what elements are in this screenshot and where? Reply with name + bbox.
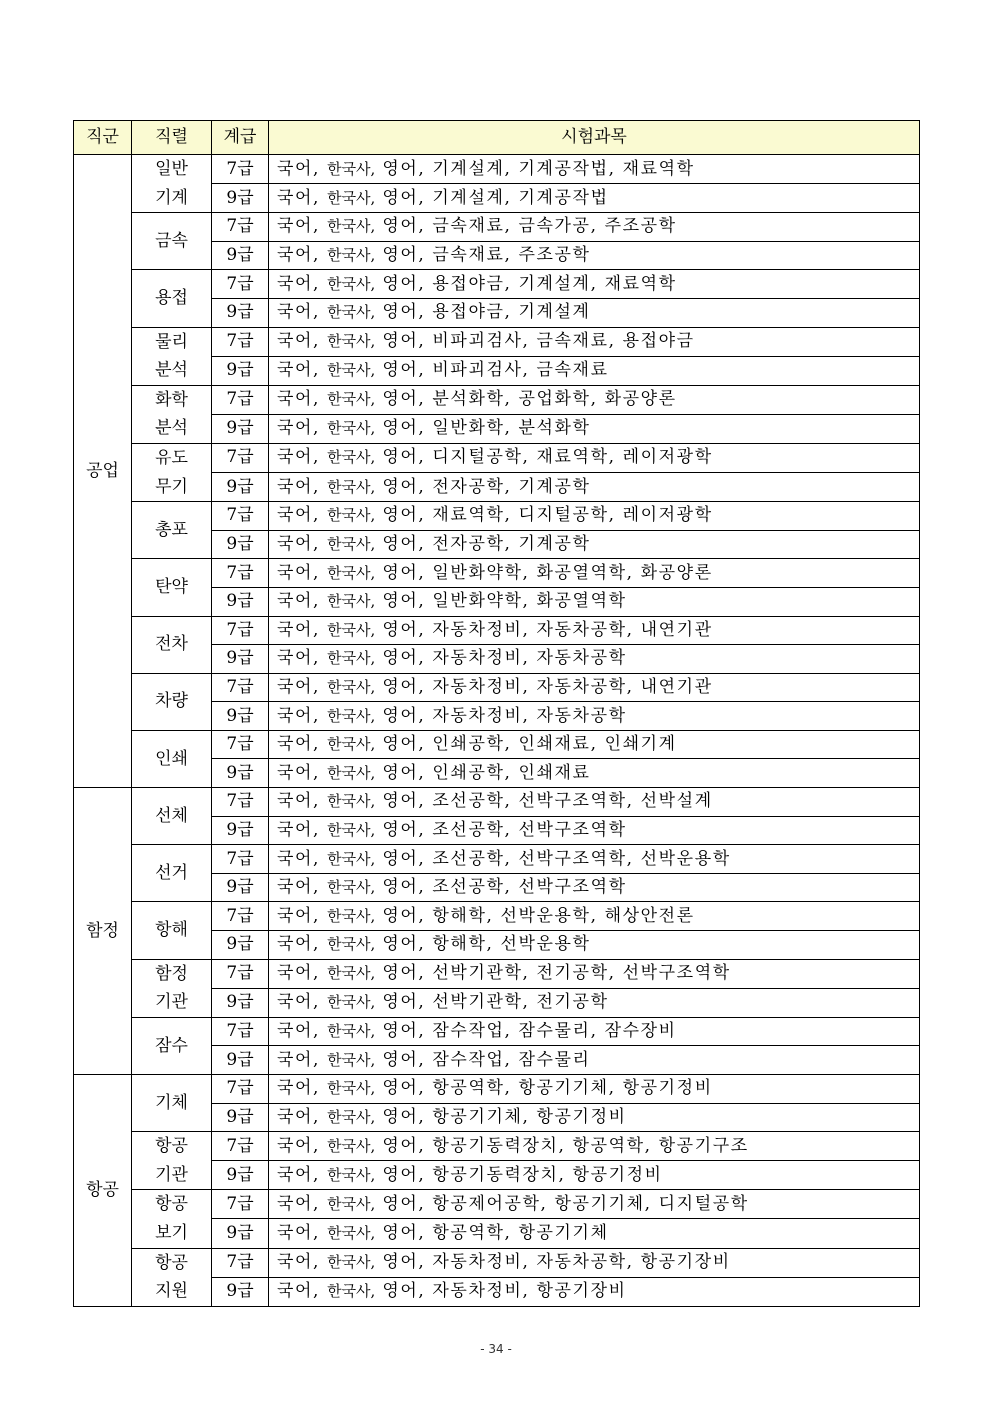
subject-text: 영어, 분석화학, 공업화학, 화공양론 [382, 389, 677, 410]
subjects-cell [269, 327, 920, 356]
subject-text: 국어, [277, 591, 321, 612]
grade-cell: 9급 [212, 988, 269, 1017]
subject-text: 한국사, [327, 1136, 376, 1155]
subject-text: 국어, [277, 1106, 321, 1127]
subjects-cell [269, 645, 920, 674]
subject-text: 한국사, [327, 477, 376, 496]
subjects-cell [269, 931, 920, 960]
grade-cell: 7급 [212, 1248, 269, 1277]
subject-text: 국어, [277, 848, 321, 869]
subjects-cell [269, 298, 920, 327]
subject-text: 한국사, [327, 1107, 376, 1126]
header-group: 직군 [74, 121, 132, 155]
grade-cell: 9급 [212, 1219, 269, 1248]
grade-cell: 9급 [212, 1103, 269, 1132]
subject-text: 국어, [277, 819, 321, 840]
subjects-cell [269, 213, 920, 242]
position-cell [132, 1017, 212, 1074]
grade-cell: 7급 [212, 502, 269, 531]
header-grade: 계급 [212, 121, 269, 155]
grade-cell: 7급 [212, 788, 269, 817]
subject-text: 영어, 잠수작업, 잠수물리 [382, 1049, 591, 1070]
subject-text: 국어, [277, 447, 321, 468]
grade-cell: 7급 [212, 1075, 269, 1104]
subject-text: 국어, [277, 216, 321, 237]
table-row [74, 673, 920, 702]
grade-cell: 7급 [212, 559, 269, 588]
position-name-line: 기체 [155, 1092, 188, 1113]
position-name-line: 항공 [155, 1136, 188, 1157]
position-name-line: 무기 [155, 476, 188, 497]
table-row [74, 730, 920, 759]
table-row [74, 616, 920, 645]
subjects-cell [269, 1190, 920, 1219]
subject-text: 한국사, [327, 906, 376, 925]
subject-text: 한국사, [327, 1224, 376, 1243]
subject-text: 영어, 자동차정비, 자동차공학 [382, 705, 627, 726]
subjects-cell [269, 1277, 920, 1306]
grade-cell: 7급 [212, 902, 269, 931]
subject-text: 국어, [277, 676, 321, 697]
subject-text: 한국사, [327, 592, 376, 611]
position-name-line: 분석 [155, 360, 188, 381]
grade-cell: 7급 [212, 673, 269, 702]
header-subjects: 시험과목 [269, 121, 920, 155]
table-row [74, 959, 920, 988]
subjects-cell [269, 1017, 920, 1046]
subject-text: 영어, 항공기동력장치, 항공기정비 [382, 1164, 663, 1185]
grade-cell: 7급 [212, 1190, 269, 1219]
subject-text: 영어, 선박기관학, 전기공학, 선박구조역학 [382, 963, 731, 984]
grade-cell: 9급 [212, 473, 269, 502]
grade-cell: 7급 [212, 959, 269, 988]
subject-text: 한국사, [327, 706, 376, 725]
subject-text: 영어, 용접야금, 기계설계 [382, 302, 591, 323]
position-name-line: 인쇄 [155, 748, 188, 769]
table-row [74, 1132, 920, 1161]
subject-text: 국어, [277, 734, 321, 755]
subject-text: 국어, [277, 418, 321, 439]
position-cell [132, 730, 212, 787]
subject-text: 한국사, [327, 188, 376, 207]
subject-text: 국어, [277, 360, 321, 381]
table-row [74, 155, 920, 184]
subject-text: 한국사, [327, 332, 376, 351]
grade-cell: 9급 [212, 530, 269, 559]
subject-text: 영어, 항해학, 선박운용학 [382, 934, 591, 955]
position-name-line: 차량 [155, 691, 188, 712]
subjects-cell [269, 730, 920, 759]
subject-text: 한국사, [327, 448, 376, 467]
subject-text: 한국사, [327, 361, 376, 380]
subjects-cell [269, 559, 920, 588]
subjects-cell [269, 816, 920, 845]
grade-cell: 7급 [212, 385, 269, 414]
grade-cell: 7급 [212, 730, 269, 759]
subject-text: 국어, [277, 302, 321, 323]
subject-text: 한국사, [327, 535, 376, 554]
position-name-line: 기관 [155, 992, 188, 1013]
position-cell [132, 155, 212, 213]
subject-text: 영어, 기계설계, 기계공작법 [382, 187, 609, 208]
subject-text: 영어, 일반화약학, 화공열역학 [382, 591, 627, 612]
subject-text: 국어, [277, 1164, 321, 1185]
subjects-cell [269, 241, 920, 270]
grade-cell: 7급 [212, 1017, 269, 1046]
subject-text: 한국사, [327, 506, 376, 525]
position-cell [132, 443, 212, 501]
subject-text: 영어, 조선공학, 선박구조역학 [382, 877, 627, 898]
subject-text: 국어, [277, 505, 321, 526]
subject-text: 국어, [277, 1281, 321, 1302]
subjects-cell [269, 673, 920, 702]
position-cell [132, 1132, 212, 1190]
subject-text: 국어, [277, 1135, 321, 1156]
subject-text: 영어, 선박기관학, 전기공학 [382, 992, 609, 1013]
subjects-cell [269, 988, 920, 1017]
grade-cell: 9급 [212, 873, 269, 902]
position-cell [132, 673, 212, 730]
subject-text: 영어, 전자공학, 기계공학 [382, 534, 591, 555]
position-cell [132, 1248, 212, 1306]
subject-text: 한국사, [327, 274, 376, 293]
position-name-line: 선거 [155, 863, 188, 884]
grade-cell: 7급 [212, 213, 269, 242]
subject-text: 한국사, [327, 735, 376, 754]
subject-text: 영어, 자동차정비, 자동차공학, 내연기관 [382, 676, 713, 697]
subjects-cell [269, 1075, 920, 1104]
grade-cell: 9급 [212, 587, 269, 616]
position-cell [132, 845, 212, 902]
position-name-line: 지원 [155, 1281, 188, 1302]
position-name-line: 일반 [155, 159, 188, 179]
subject-text: 영어, 항공기기체, 항공기정비 [382, 1106, 627, 1127]
subject-text: 영어, 자동차정비, 항공기장비 [382, 1281, 627, 1302]
position-name-line: 유도 [155, 447, 188, 468]
subject-text: 영어, 인쇄공학, 인쇄재료 [382, 762, 591, 783]
subjects-cell [269, 1161, 920, 1190]
subjects-cell [269, 845, 920, 874]
subject-text: 영어, 디지털공학, 재료역학, 레이저광학 [382, 447, 713, 468]
subject-text: 국어, [277, 476, 321, 497]
subject-text: 한국사, [327, 159, 376, 178]
subject-text: 영어, 자동차정비, 자동차공학, 내연기관 [382, 619, 713, 640]
subject-text: 국어, [277, 1021, 321, 1042]
subject-text: 영어, 용접야금, 기계설계, 재료역학 [382, 273, 677, 294]
subject-text: 영어, 비파괴검사, 금속재료 [382, 360, 609, 381]
subject-text: 국어, [277, 992, 321, 1013]
subject-text: 한국사, [327, 649, 376, 668]
grade-cell: 9급 [212, 645, 269, 674]
subject-text: 국어, [277, 934, 321, 955]
table-row [74, 327, 920, 356]
subject-text: 한국사, [327, 763, 376, 782]
table-row [74, 845, 920, 874]
subject-text: 한국사, [327, 878, 376, 897]
grade-cell: 9급 [212, 356, 269, 385]
subject-text: 한국사, [327, 419, 376, 438]
subject-text: 한국사, [327, 849, 376, 868]
subjects-cell [269, 959, 920, 988]
position-name-line: 물리 [155, 331, 188, 352]
position-cell [132, 788, 212, 845]
grade-cell: 7급 [212, 845, 269, 874]
subject-text: 국어, [277, 1049, 321, 1070]
header-position: 직렬 [132, 121, 212, 155]
table-row [74, 1075, 920, 1104]
subject-text: 영어, 항공기동력장치, 항공역학, 항공기구조 [382, 1135, 749, 1156]
subject-text: 한국사, [327, 1282, 376, 1301]
subjects-cell [269, 443, 920, 472]
subject-text: 영어, 항해학, 선박운용학, 해상안전론 [382, 905, 695, 926]
subjects-cell [269, 873, 920, 902]
table-row [74, 1190, 920, 1219]
page-number: - 34 - [480, 1342, 512, 1356]
table-row [74, 270, 920, 299]
table-row [74, 213, 920, 242]
position-cell [132, 213, 212, 270]
position-name-line: 기계 [155, 187, 188, 208]
subjects-cell [269, 414, 920, 443]
subjects-cell [269, 356, 920, 385]
subject-text: 한국사, [327, 1194, 376, 1213]
subjects-cell [269, 385, 920, 414]
subject-text: 한국사, [327, 1050, 376, 1069]
subjects-cell [269, 587, 920, 616]
subject-text: 한국사, [327, 792, 376, 811]
grade-cell: 9급 [212, 298, 269, 327]
subject-text: 국어, [277, 389, 321, 410]
grade-cell: 7급 [212, 155, 269, 184]
subject-text: 국어, [277, 705, 321, 726]
position-cell [132, 270, 212, 327]
subject-text: 영어, 기계설계, 기계공작법, 재료역학 [382, 158, 695, 179]
subject-text: 한국사, [327, 964, 376, 983]
grade-cell: 9급 [212, 1277, 269, 1306]
subject-text: 한국사, [327, 1022, 376, 1041]
subject-text: 국어, [277, 245, 321, 266]
grade-cell: 9급 [212, 1046, 269, 1075]
grade-cell: 9급 [212, 1161, 269, 1190]
subjects-cell [269, 1046, 920, 1075]
table-row [74, 1248, 920, 1277]
subject-text: 한국사, [327, 563, 376, 582]
subjects-cell [269, 473, 920, 502]
position-name-line: 분석 [155, 418, 188, 439]
position-cell [132, 559, 212, 616]
subject-text: 한국사, [327, 820, 376, 839]
position-cell [132, 502, 212, 559]
position-name-line: 보기 [155, 1222, 188, 1243]
subject-text: 한국사, [327, 246, 376, 265]
subject-text: 국어, [277, 1193, 321, 1214]
subject-text: 국어, [277, 648, 321, 669]
position-name-line: 금속 [155, 230, 188, 251]
subject-text: 국어, [277, 158, 321, 179]
grade-cell: 7급 [212, 443, 269, 472]
position-name-line: 기관 [155, 1164, 188, 1185]
subject-text: 국어, [277, 187, 321, 208]
grade-cell: 7급 [212, 616, 269, 645]
exam-subjects-table [73, 120, 920, 1307]
subject-text: 한국사, [327, 390, 376, 409]
subject-text: 영어, 전자공학, 기계공학 [382, 476, 591, 497]
table-row [74, 902, 920, 931]
subject-text: 국어, [277, 791, 321, 812]
subject-text: 영어, 자동차정비, 자동차공학 [382, 648, 627, 669]
subjects-cell [269, 1248, 920, 1277]
subject-text: 한국사, [327, 993, 376, 1012]
subject-text: 영어, 항공제어공학, 항공기기체, 디지털공학 [382, 1193, 749, 1214]
table-row [74, 559, 920, 588]
subject-text: 영어, 잠수작업, 잠수물리, 잠수장비 [382, 1021, 677, 1042]
subject-text: 국어, [277, 562, 321, 583]
subject-text: 영어, 자동차정비, 자동차공학, 항공기장비 [382, 1252, 731, 1273]
group-cell: 항공 [74, 1075, 132, 1307]
subject-text: 영어, 비파괴검사, 금속재료, 용접야금 [382, 331, 695, 352]
position-name-line: 선체 [155, 805, 188, 826]
table-row [74, 1017, 920, 1046]
position-name-line: 전차 [155, 634, 188, 655]
subjects-cell [269, 270, 920, 299]
grade-cell: 9급 [212, 184, 269, 213]
grade-cell: 7급 [212, 270, 269, 299]
subject-text: 국어, [277, 1078, 321, 1099]
subject-text: 영어, 인쇄공학, 인쇄재료, 인쇄기계 [382, 734, 677, 755]
position-cell [132, 327, 212, 385]
position-name-line: 총포 [155, 519, 188, 540]
subject-text: 한국사, [327, 620, 376, 639]
subject-text: 국어, [277, 1252, 321, 1273]
subject-text: 국어, [277, 331, 321, 352]
subject-text: 국어, [277, 877, 321, 898]
subjects-cell [269, 759, 920, 788]
subjects-cell [269, 616, 920, 645]
position-cell [132, 902, 212, 959]
position-cell [132, 616, 212, 673]
subject-text: 영어, 재료역학, 디지털공학, 레이저광학 [382, 505, 713, 526]
position-name-line: 함정 [155, 963, 188, 984]
group-cell: 함정 [74, 788, 132, 1075]
table-row [74, 788, 920, 817]
subject-text: 영어, 조선공학, 선박구조역학, 선박운용학 [382, 848, 731, 869]
position-name-line: 화학 [155, 389, 188, 410]
position-name-line: 항공 [155, 1194, 188, 1215]
table-row [74, 502, 920, 531]
position-name-line: 용접 [155, 288, 188, 309]
grade-cell: 9급 [212, 241, 269, 270]
subjects-cell [269, 1103, 920, 1132]
subjects-cell [269, 902, 920, 931]
subjects-cell [269, 1219, 920, 1248]
subject-text: 영어, 금속재료, 금속가공, 주조공학 [382, 216, 677, 237]
subject-text: 영어, 항공역학, 항공기기체 [382, 1223, 609, 1244]
subject-text: 국어, [277, 1223, 321, 1244]
grade-cell: 7급 [212, 327, 269, 356]
grade-cell: 9급 [212, 816, 269, 845]
grade-cell: 9급 [212, 759, 269, 788]
subjects-cell [269, 1132, 920, 1161]
table-header-row [74, 121, 920, 155]
subject-text: 영어, 일반화약학, 화공열역학, 화공양론 [382, 562, 713, 583]
subjects-cell [269, 788, 920, 817]
position-cell [132, 1075, 212, 1132]
position-name-line: 탄약 [155, 577, 188, 598]
subject-text: 한국사, [327, 217, 376, 236]
position-name-line: 항해 [155, 920, 188, 941]
subject-text: 영어, 금속재료, 주조공학 [382, 245, 591, 266]
position-cell [132, 1190, 212, 1248]
subject-text: 국어, [277, 534, 321, 555]
subject-text: 한국사, [327, 1079, 376, 1098]
subject-text: 국어, [277, 619, 321, 640]
table-row [74, 385, 920, 414]
position-name-line: 잠수 [155, 1035, 188, 1056]
subject-text: 한국사, [327, 1165, 376, 1184]
subject-text: 한국사, [327, 303, 376, 322]
grade-cell: 9급 [212, 414, 269, 443]
subjects-cell [269, 155, 920, 184]
subject-text: 국어, [277, 963, 321, 984]
subject-text: 영어, 조선공학, 선박구조역학, 선박설계 [382, 791, 713, 812]
subject-text: 영어, 일반화학, 분석화학 [382, 418, 591, 439]
subject-text: 국어, [277, 273, 321, 294]
grade-cell: 9급 [212, 931, 269, 960]
subjects-cell [269, 184, 920, 213]
position-cell [132, 959, 212, 1017]
position-cell [132, 385, 212, 443]
grade-cell: 9급 [212, 702, 269, 731]
grade-cell: 7급 [212, 1132, 269, 1161]
subject-text: 국어, [277, 905, 321, 926]
subject-text: 국어, [277, 762, 321, 783]
subject-text: 영어, 항공역학, 항공기기체, 항공기정비 [382, 1078, 713, 1099]
table-row [74, 443, 920, 472]
subjects-cell [269, 530, 920, 559]
position-name-line: 항공 [155, 1252, 188, 1273]
subject-text: 한국사, [327, 935, 376, 954]
subjects-cell [269, 702, 920, 731]
subject-text: 한국사, [327, 1253, 376, 1272]
subjects-cell [269, 502, 920, 531]
subject-text: 영어, 조선공학, 선박구조역학 [382, 819, 627, 840]
subject-text: 한국사, [327, 677, 376, 696]
group-cell: 공업 [74, 155, 132, 788]
